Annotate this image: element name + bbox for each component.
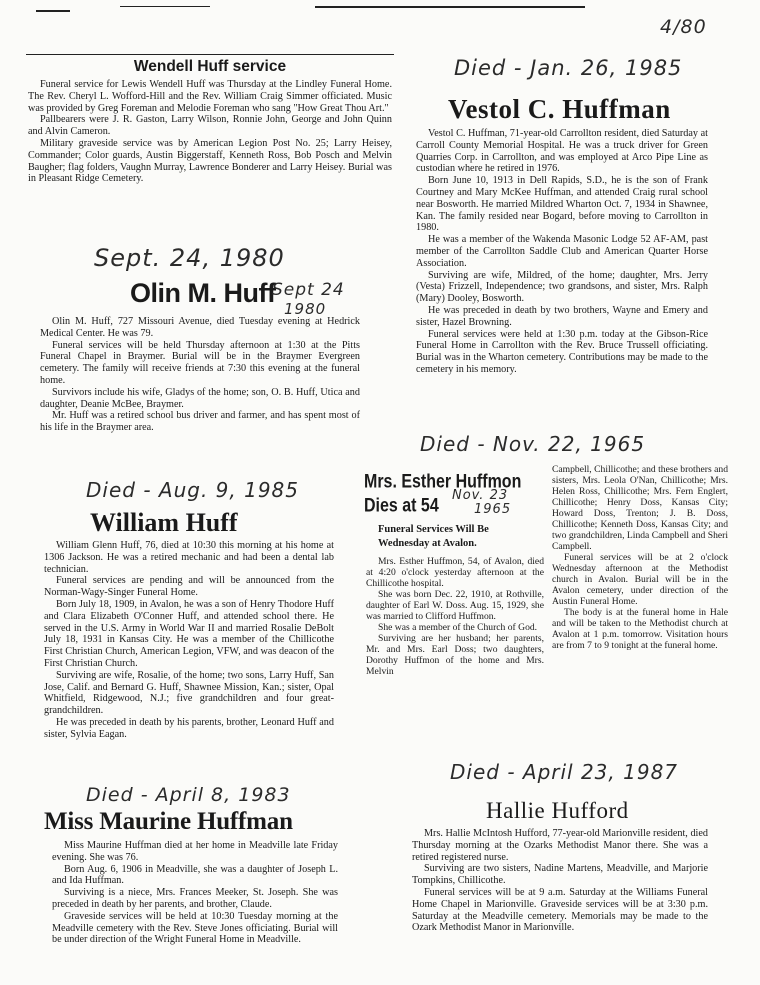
paragraph: Surviving is a niece, Mrs. Frances Meeker, St. Joseph. She was preceded in death by her parents, and brother, Claude. (52, 887, 338, 910)
paragraph: She was a member of the Church of God. (378, 622, 538, 633)
paragraph: Funeral services will be at 2 o'clock Wednesday afternoon at the Methodist church in Avalon. Burial will be in the Avalon cemetery, under direction of the Austin Funeral Home. (552, 552, 728, 607)
paragraph: He was a member of the Wakenda Masonic Lodge 52 AF-AM, past member of the Carrollton Saddle Club and American Quarter Horse Association. (416, 234, 708, 269)
clipping-esther-huffmon (362, 464, 732, 738)
paragraph: Surviving are wife, Rosalie, of the home; two sons, Larry Huff, San Jose, Calif. and Bernard G. Huff, Shawnee Mission, Kan.; sister, Opal Whitfield, Ridgewood, N.J.; five grandchildren and four great-grandchildren. (44, 669, 334, 717)
esther-handwritten-date: Died - Nov. 22, 1965 (420, 432, 646, 456)
paragraph: Pallbearers were J. R. Gaston, Larry Wilson, Ronnie John, George and John Quinn and Alvin Cameron. (28, 114, 392, 138)
headline-line-1: Mrs. Esther Huffmon (364, 472, 522, 493)
clipping-vestol-huffman (412, 56, 710, 406)
paragraph: Born June 10, 1913 in Dell Rapids, S.D., he is the son of Frank Courtney and Mary McKee Huffman, and attended Craig rural school near Bosworth. He married Mildred Wharton Oct. 7, 1934 in Shawnee, Kan. The family resided near Bogard, before moving to Carrollton in 1980. (416, 175, 708, 234)
paragraph: Survivors include his wife, Gladys of the home; son, O. B. Huff, Utica and daughter, Deanie McBee, Braymer. (40, 386, 360, 410)
corner-note: 4/80 (660, 16, 707, 38)
article-body (52, 840, 338, 946)
headline: Olin M. Huff (130, 278, 276, 308)
subhead-line-1: Funeral Services Will Be (378, 524, 489, 535)
paragraph: Funeral services will be at 9 a.m. Saturday at the Williams Funeral Home Chapel in Marionville. Graveside services will be at 3:30 p.m. Saturday at the Meadville cemetery. Memorials may be made to the Ozark Methodist Manor in Marionville. (412, 886, 708, 934)
clipping-william-huff (44, 478, 334, 778)
paragraph: Campbell, Chillicothe; and these brothers and sisters, Mrs. Leola O'Nan, Chillicothe; Mrs. Helen Ross, Chillicothe; Mrs. Fern Englert, Chillicothe; Henry Doss, Kansas City; Howard Doss, Trenton; J. B. Doss, Chillicothe; Kenneth Doss, Kansas City; and two grandchildren, Linda Campbell and Sheri Campbell. (552, 464, 728, 552)
headline: Hallie Hufford (486, 798, 629, 823)
clipping-hallie-hufford (410, 760, 710, 960)
paragraph: The body is at the funeral home in Hale and will be taken to the Methodist church at Avalon at 1 p.m. tomorrow. Visitation hours are from 7 to 9 tonight at the funeral home. (552, 607, 728, 651)
top-rule-mid (120, 6, 210, 7)
handwritten-date: Sept. 24, 1980 (94, 244, 285, 272)
handwritten-date: Died - Aug. 9, 1985 (86, 478, 299, 502)
handwritten-side-year: 1980 (284, 300, 327, 318)
headline: Wendell Huff service (133, 58, 287, 75)
handwritten-date: Died - April 23, 1987 (450, 760, 679, 784)
paragraph: Mrs. Hallie McIntosh Hufford, 77-year-old Marionville resident, died Thursday morning at the Ozarks Methodist Manor there. She was a retired registered nurse. (412, 828, 708, 863)
paragraph: Mr. Huff was a retired school bus driver and farmer, and has spent most of his life in the Braymer area. (40, 410, 360, 434)
paragraph: Miss Maurine Huffman died at her home in Meadville late Friday evening. She was 76. (52, 840, 338, 863)
paragraph: Military graveside service was by American Legion Post No. 25; Larry Heisey, Commander; Color guards, Austin Biggerstaff, Kenneth Ross, Bob Posch and Melvin Baugher; flag folders, Vaughn Murray, Lawrence Bonderer and Larry Heisey. Burial was in Pleasant Ridge Cemetery. (28, 137, 392, 185)
article-body (416, 128, 708, 376)
paragraph: Born July 18, 1909, in Avalon, he was a son of Henry Thodore Huff and Clara Elizabeth O'Conner Huff, and attended school there. He served in the U.S. Army in World War II and married Rosalie DeBolt July 18, 1931 in Kansas City. He was a member of the Chillicothe First Christian Church, American Legion, VFW, and was deacon of the First Christian Church. (44, 598, 334, 669)
handwritten-date: Died - April 8, 1983 (86, 784, 291, 806)
paragraph: Funeral service for Lewis Wendell Huff was Thursday at the Lindley Funeral Home. The Rev. Cheryl L. Wofford-Hill and the Rev. William Craig Simmer officiated. Music was provided by Greg Foreman and Melodie Foreman who sang "How Great Thou Art." (28, 79, 392, 114)
article-body (40, 316, 360, 434)
paragraph: Surviving are her husband; her parents, Mr. and Mrs. Earl Doss; two daughters, Dorothy Huffmon of the home and Mrs. Melvin (366, 633, 544, 677)
headline: Vestol C. Huffman (448, 94, 671, 124)
headline-rule (26, 54, 394, 55)
paragraph: Funeral services will be held Thursday afternoon at 1:30 at the Pitts Funeral Chapel in Braymer. Burial will be in the Braymer Evergreen cemetery. The family will receive friends at 7:30 this evening at the funeral home. (40, 339, 360, 386)
paragraph: Mrs. Esther Huffmon, 54, of Avalon, died at 4:20 o'clock yesterday afternoon at the Chillicothe hospital. (366, 556, 544, 589)
article-body (28, 79, 392, 185)
article-body (412, 828, 708, 934)
paragraph: He was preceded in death by his parents, brother, Leonard Huff and sister, Sylvia Eagan. (44, 716, 334, 740)
paragraph: Graveside services will be held at 10:30 Tuesday morning at the Meadville cemetery with the Rev. Steve Jones officiating. Burial will be under direction of the Wright Funeral Home in Meadville. (52, 910, 338, 946)
subhead-line-2: Wednesday at Avalon. (378, 538, 477, 549)
paragraph: Funeral services are pending and will be announced from the Norman-Wagy-Singer Funeral Home. (44, 575, 334, 599)
clipping-maurine-huffman (44, 784, 340, 979)
paragraph: Surviving are wife, Mildred, of the home; daughter, Mrs. Jerry (Vesta) Frizzell, Independence; two grandsons, and sister, Mrs. Ralph (Mary) Dooley, Bosworth. (416, 269, 708, 305)
handwritten-side-date: Sept 24 (272, 280, 345, 300)
paragraph: She was born Dec. 22, 1910, at Rothville, daughter of Earl W. Doss. Aug. 15, 1929, she was married to Clifford Huffmon. (366, 589, 544, 622)
top-rule-left (36, 10, 70, 12)
headline-line-2: Dies at 54 (364, 496, 439, 517)
handwritten-side-year: 1965 (474, 502, 512, 517)
top-rule-right (315, 6, 585, 8)
paragraph: Funeral services were held at 1:30 p.m. today at the Gibson-Rice Funeral Home in Carrollton with the Rev. Bruce Trussell officiating. Burial was in the Wharton cemetery. Contributions may be made to the cemetery in his memory. (416, 328, 708, 375)
article-body (44, 540, 334, 741)
paragraph: William Glenn Huff, 76, died at 10:30 this morning at his home at 1306 Jackson. He was a retired mechanic and had been a dental lab technician. (44, 540, 334, 575)
handwritten-date: Died - Jan. 26, 1985 (454, 56, 683, 80)
article-column-1 (366, 556, 544, 677)
article-column-2 (552, 464, 728, 651)
headline: William Huff (90, 508, 238, 537)
clipping-wendell-huff (28, 54, 392, 185)
headline: Miss Maurine Huffman (44, 808, 293, 835)
handwritten-side-date: Nov. 23 (452, 488, 509, 503)
paragraph: Surviving are two sisters, Nadine Martens, Meadville, and Marjorie Tompkins, Chillicothe. (412, 863, 708, 887)
paragraph: Olin M. Huff, 727 Missouri Avenue, died Tuesday evening at Hedrick Medical Center. He was 79. (40, 316, 360, 339)
clipping-olin-huff (40, 244, 360, 444)
paragraph: He was preceded in death by two brothers, Wayne and Emery and sister, Hazel Browning. (416, 304, 708, 328)
paragraph: Vestol C. Huffman, 71-year-old Carrollton resident, died Saturday at Carroll County Memorial Hospital. He was a truck driver for Green Quarries Corp. in Carrollton, and was employed at Arco Pipe Line as custodian where he retired in 1976. (416, 128, 708, 175)
paragraph: Born Aug. 6, 1906 in Meadville, she was a daughter of Joseph L. and Ida Huffman. (52, 863, 338, 887)
